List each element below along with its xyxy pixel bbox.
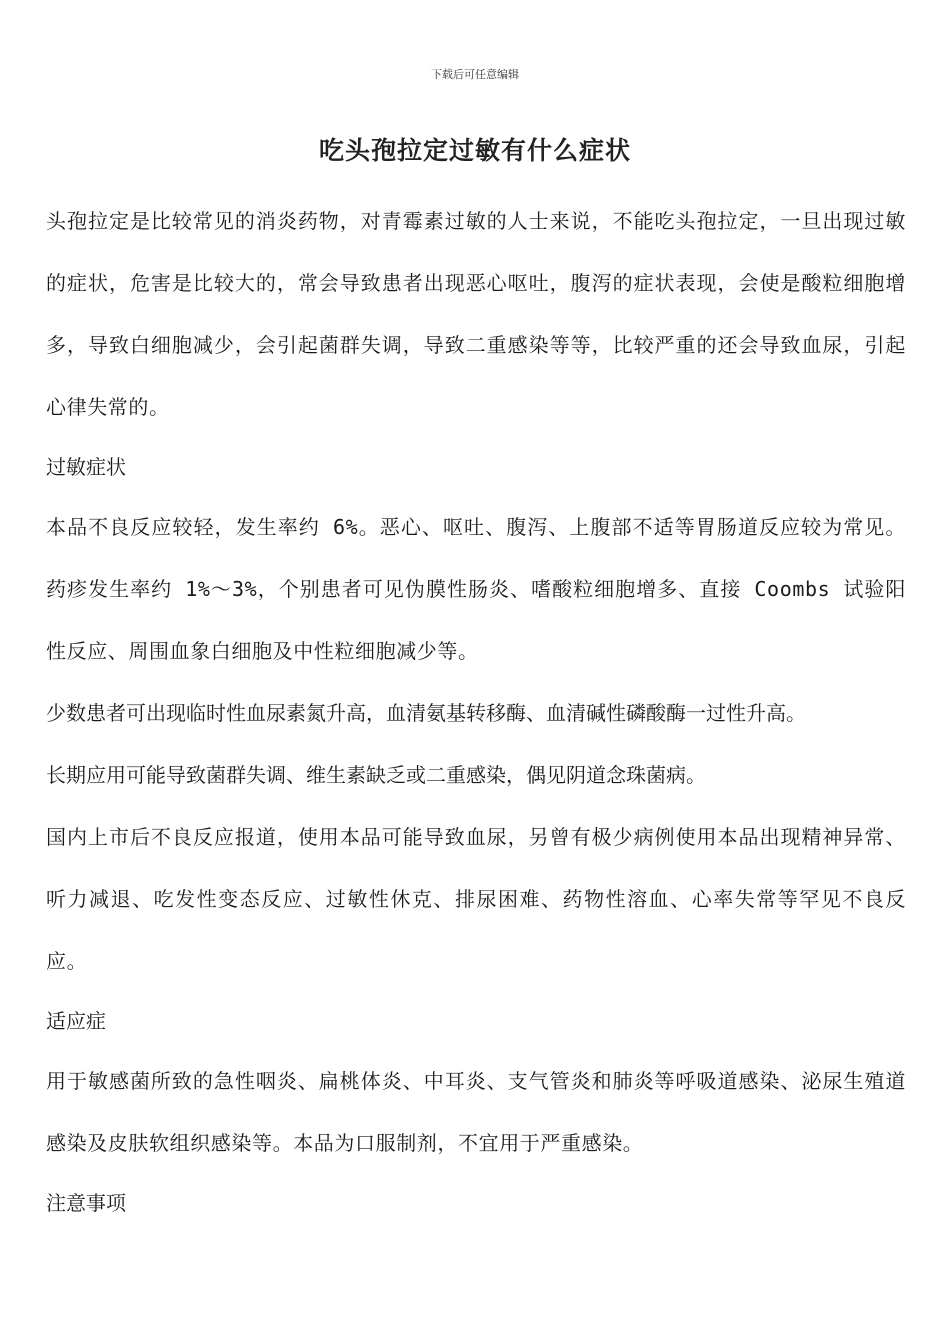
document-body	[46, 190, 906, 1232]
allergy-paragraph-2: 少数患者可出现临时性血尿素氮升高，血清氨基转移酶、血清碱性磷酸酶一过性升高。	[46, 701, 806, 725]
page-title: 吃头孢拉定过敏有什么症状	[318, 136, 631, 165]
section-heading-precautions: 注意事项	[46, 1191, 126, 1215]
indications-paragraph: 用于敏感菌所致的急性咽炎、扁桃体炎、中耳炎、支气管炎和肺炎等呼吸道感染、泌尿生殖道感染及皮肤软组织感染等。本品为口服制剂，不宜用于严重感染。	[46, 1069, 906, 1155]
header-note: 下载后可任意编辑	[431, 68, 519, 81]
section-heading-allergy-symptoms: 过敏症状	[46, 455, 126, 479]
section-heading-indications: 适应症	[46, 1009, 106, 1033]
allergy-paragraph-1: 本品不良反应较轻，发生率约 6%。恶心、呕吐、腹泻、上腹部不适等胃肠道反应较为常见。药疹发生率约 1%～3%，个别患者可见伪膜性肠炎、嗜酸粒细胞增多、直接 Coombs 试验阳性反应、周围血象白细胞及中性粒细胞减少等。	[46, 515, 906, 663]
allergy-paragraph-4: 国内上市后不良反应报道，使用本品可能导致血尿，另曾有极少病例使用本品出现精神异常、听力减退、吃发性变态反应、过敏性休克、排尿困难、药物性溶血、心率失常等罕见不良反应。	[46, 825, 906, 973]
intro-paragraph: 头孢拉定是比较常见的消炎药物，对青霉素过敏的人士来说，不能吃头孢拉定，一旦出现过敏的症状，危害是比较大的，常会导致患者出现恶心呕吐，腹泻的症状表现，会使是酸粒细胞增多，导致白细胞减少，会引起菌群失调，导致二重感染等等，比较严重的还会导致血尿，引起心律失常的。	[46, 209, 906, 419]
allergy-paragraph-3: 长期应用可能导致菌群失调、维生素缺乏或二重感染，偶见阴道念珠菌病。	[46, 763, 706, 787]
